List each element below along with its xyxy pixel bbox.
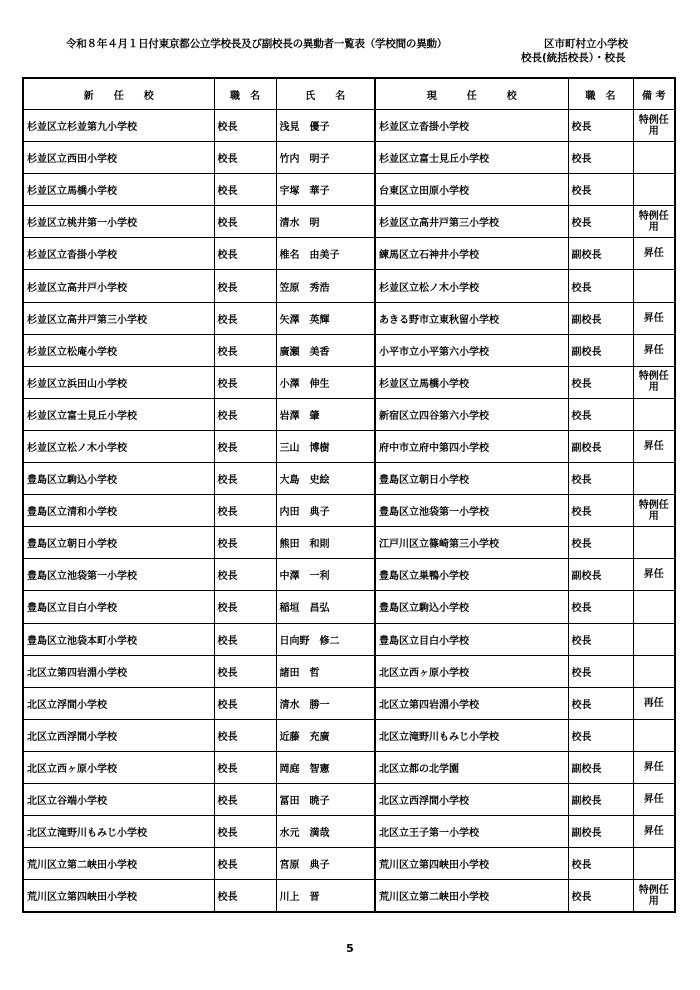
table-row [23, 366, 675, 398]
current-school-cell: 練馬区立石神井小学校 [375, 238, 568, 270]
current-school-cell: 豊島区立駒込小学校 [375, 591, 568, 623]
new-position-cell: 校長 [214, 206, 276, 238]
new-school-cell: 杉並区立杉並第九小学校 [23, 110, 214, 142]
new-position-cell: 校長 [214, 142, 276, 174]
new-position-cell: 校長 [214, 655, 276, 687]
current-school-cell: 北区立西ヶ原小学校 [375, 655, 568, 687]
table-row [23, 430, 675, 462]
column-header-current-position: 職 名 [568, 78, 633, 110]
current-school-cell: 杉並区立松ノ木小学校 [375, 270, 568, 302]
notes-cell [633, 270, 675, 302]
new-position-cell: 校長 [214, 687, 276, 719]
current-school-cell: 北区立第四岩淵小学校 [375, 687, 568, 719]
person-name-cell: 冨田 暁子 [276, 783, 375, 815]
person-name-cell: 浅見 優子 [276, 110, 375, 142]
table-row [23, 174, 675, 206]
current-position-cell: 副校長 [568, 783, 633, 815]
notes-cell [633, 527, 675, 559]
table-row [23, 880, 675, 913]
notes-cell: 昇任 [633, 334, 675, 366]
current-school-cell: 豊島区立巣鴨小学校 [375, 559, 568, 591]
current-position-cell: 副校長 [568, 238, 633, 270]
current-position-cell: 副校長 [568, 816, 633, 848]
current-position-cell: 校長 [568, 495, 633, 527]
current-school-cell: 杉並区立高井戸第三小学校 [375, 206, 568, 238]
current-position-cell: 校長 [568, 527, 633, 559]
person-name-cell: 岡庭 智憲 [276, 751, 375, 783]
new-position-cell: 校長 [214, 623, 276, 655]
person-name-cell: 矢澤 英輝 [276, 302, 375, 334]
person-name-cell: 水元 満哉 [276, 816, 375, 848]
new-school-cell: 杉並区立松ノ木小学校 [23, 430, 214, 462]
current-school-cell: 杉並区立馬橋小学校 [375, 366, 568, 398]
table-row [23, 495, 675, 527]
notes-cell: 昇任 [633, 430, 675, 462]
new-position-cell: 校長 [214, 816, 276, 848]
table-row [23, 527, 675, 559]
current-school-cell: 杉並区立富士見丘小学校 [375, 142, 568, 174]
new-position-cell: 校長 [214, 270, 276, 302]
current-school-cell: 北区立都の北学園 [375, 751, 568, 783]
table-row [23, 751, 675, 783]
current-school-cell: 杉並区立沓掛小学校 [375, 110, 568, 142]
current-position-cell: 校長 [568, 366, 633, 398]
current-position-cell: 校長 [568, 880, 633, 913]
new-position-cell: 校長 [214, 559, 276, 591]
new-school-cell: 北区立浮間小学校 [23, 687, 214, 719]
person-name-cell: 近藤 充廣 [276, 719, 375, 751]
notes-cell [633, 848, 675, 880]
new-school-cell: 杉並区立馬橋小学校 [23, 174, 214, 206]
new-position-cell: 校長 [214, 783, 276, 815]
table-row [23, 334, 675, 366]
current-position-cell: 校長 [568, 142, 633, 174]
new-school-cell: 杉並区立桃井第一小学校 [23, 206, 214, 238]
new-position-cell: 校長 [214, 398, 276, 430]
current-school-cell: 北区立王子第一小学校 [375, 816, 568, 848]
new-school-cell: 北区立西浮間小学校 [23, 719, 214, 751]
new-school-cell: 豊島区立朝日小学校 [23, 527, 214, 559]
new-school-cell: 豊島区立駒込小学校 [23, 463, 214, 495]
current-school-cell: 豊島区立目白小学校 [375, 623, 568, 655]
new-position-cell: 校長 [214, 591, 276, 623]
current-school-cell: あきる野市立東秋留小学校 [375, 302, 568, 334]
notes-cell: 特例任用 [633, 366, 675, 398]
person-name-cell: 清水 明 [276, 206, 375, 238]
person-name-cell: 笠原 秀浩 [276, 270, 375, 302]
person-name-cell: 内田 典子 [276, 495, 375, 527]
notes-cell: 特例任用 [633, 880, 675, 913]
new-position-cell: 校長 [214, 719, 276, 751]
new-school-cell: 豊島区立目白小学校 [23, 591, 214, 623]
column-header-new-school: 新 任 校 [23, 78, 214, 110]
current-position-cell: 副校長 [568, 302, 633, 334]
person-name-cell: 宇塚 華子 [276, 174, 375, 206]
new-position-cell: 校長 [214, 302, 276, 334]
new-school-cell: 豊島区立池袋第一小学校 [23, 559, 214, 591]
notes-cell [633, 463, 675, 495]
new-school-cell: 杉並区立富士見丘小学校 [23, 398, 214, 430]
table-row [23, 398, 675, 430]
new-school-cell: 北区立谷端小学校 [23, 783, 214, 815]
new-school-cell: 杉並区立浜田山小学校 [23, 366, 214, 398]
current-position-cell: 副校長 [568, 559, 633, 591]
new-school-cell: 北区立滝野川もみじ小学校 [23, 816, 214, 848]
current-school-cell: 新宿区立四谷第六小学校 [375, 398, 568, 430]
person-name-cell: 中澤 一利 [276, 559, 375, 591]
current-school-cell: 荒川区立第二峡田小学校 [375, 880, 568, 913]
table-row [23, 783, 675, 815]
person-name-cell: 日向野 修二 [276, 623, 375, 655]
table-row [23, 655, 675, 687]
table-row [23, 623, 675, 655]
table-row [23, 687, 675, 719]
person-name-cell: 小澤 伸生 [276, 366, 375, 398]
person-name-cell: 廣瀬 美香 [276, 334, 375, 366]
current-position-cell: 校長 [568, 623, 633, 655]
notes-cell: 昇任 [633, 559, 675, 591]
new-school-cell: 杉並区立松庵小学校 [23, 334, 214, 366]
notes-cell [633, 174, 675, 206]
current-position-cell: 校長 [568, 719, 633, 751]
new-position-cell: 校長 [214, 495, 276, 527]
table-body [23, 110, 675, 913]
current-school-cell: 荒川区立第四峡田小学校 [375, 848, 568, 880]
notes-cell [633, 398, 675, 430]
table-row [23, 719, 675, 751]
new-school-cell: 荒川区立第四峡田小学校 [23, 880, 214, 913]
person-name-cell: 竹内 明子 [276, 142, 375, 174]
column-header-notes: 備 考 [633, 78, 675, 110]
new-position-cell: 校長 [214, 848, 276, 880]
current-school-cell: 小平市立小平第六小学校 [375, 334, 568, 366]
notes-cell: 昇任 [633, 783, 675, 815]
person-name-cell: 宮原 典子 [276, 848, 375, 880]
notes-cell [633, 655, 675, 687]
column-header-new-position: 職 名 [214, 78, 276, 110]
person-name-cell: 三山 博樹 [276, 430, 375, 462]
new-school-cell: 杉並区立西田小学校 [23, 142, 214, 174]
table-row [23, 302, 675, 334]
person-name-cell: 諸田 哲 [276, 655, 375, 687]
person-name-cell: 川上 晋 [276, 880, 375, 913]
column-header-current-school: 現 任 校 [375, 78, 568, 110]
table-row [23, 848, 675, 880]
person-name-cell: 清水 勝一 [276, 687, 375, 719]
new-school-cell: 杉並区立沓掛小学校 [23, 238, 214, 270]
table-row [23, 463, 675, 495]
table-row [23, 206, 675, 238]
new-school-cell: 北区立第四岩淵小学校 [23, 655, 214, 687]
current-position-cell: 校長 [568, 591, 633, 623]
person-name-cell: 熊田 和則 [276, 527, 375, 559]
category-label-position: 校長(統括校長）・校長 [521, 52, 626, 64]
current-position-cell: 校長 [568, 687, 633, 719]
current-school-cell: 台東区立田原小学校 [375, 174, 568, 206]
current-position-cell: 校長 [568, 270, 633, 302]
page-number: 5 [346, 942, 354, 955]
current-position-cell: 副校長 [568, 334, 633, 366]
new-position-cell: 校長 [214, 110, 276, 142]
table-row [23, 110, 675, 142]
current-position-cell: 校長 [568, 206, 633, 238]
current-position-cell: 校長 [568, 174, 633, 206]
table-header-row [23, 78, 675, 110]
current-school-cell: 北区立西浮間小学校 [375, 783, 568, 815]
table-row [23, 238, 675, 270]
table-row [23, 142, 675, 174]
notes-cell: 特例任用 [633, 495, 675, 527]
table-row [23, 591, 675, 623]
document-title: 令和８年４月１日付東京都公立学校長及び副校長の異動者一覧表（学校間の異動） [66, 38, 448, 50]
new-position-cell: 校長 [214, 334, 276, 366]
current-school-cell: 豊島区立池袋第一小学校 [375, 495, 568, 527]
current-school-cell: 府中市立府中第四小学校 [375, 430, 568, 462]
current-position-cell: 校長 [568, 848, 633, 880]
new-school-cell: 豊島区立池袋本町小学校 [23, 623, 214, 655]
current-school-cell: 豊島区立朝日小学校 [375, 463, 568, 495]
notes-cell [633, 142, 675, 174]
notes-cell [633, 591, 675, 623]
table-row [23, 816, 675, 848]
new-position-cell: 校長 [214, 527, 276, 559]
new-position-cell: 校長 [214, 880, 276, 913]
notes-cell: 特例任用 [633, 110, 675, 142]
person-name-cell: 岩澤 肇 [276, 398, 375, 430]
new-school-cell: 杉並区立高井戸第三小学校 [23, 302, 214, 334]
notes-cell [633, 719, 675, 751]
current-position-cell: 副校長 [568, 751, 633, 783]
current-position-cell: 校長 [568, 655, 633, 687]
current-school-cell: 北区立滝野川もみじ小学校 [375, 719, 568, 751]
current-position-cell: 校長 [568, 398, 633, 430]
notes-cell: 昇任 [633, 816, 675, 848]
new-position-cell: 校長 [214, 174, 276, 206]
new-position-cell: 校長 [214, 430, 276, 462]
new-position-cell: 校長 [214, 751, 276, 783]
notes-cell [633, 623, 675, 655]
new-school-cell: 北区立西ヶ原小学校 [23, 751, 214, 783]
current-position-cell: 校長 [568, 463, 633, 495]
new-position-cell: 校長 [214, 463, 276, 495]
transfer-roster-table [22, 77, 676, 913]
person-name-cell: 大島 史絵 [276, 463, 375, 495]
current-position-cell: 副校長 [568, 430, 633, 462]
notes-cell: 昇任 [633, 302, 675, 334]
new-school-cell: 杉並区立高井戸小学校 [23, 270, 214, 302]
column-header-name: 氏 名 [276, 78, 375, 110]
current-school-cell: 江戸川区立篠崎第三小学校 [375, 527, 568, 559]
table-row [23, 559, 675, 591]
new-position-cell: 校長 [214, 238, 276, 270]
table-row [23, 270, 675, 302]
notes-cell: 再任 [633, 687, 675, 719]
new-school-cell: 荒川区立第二峡田小学校 [23, 848, 214, 880]
notes-cell: 昇任 [633, 751, 675, 783]
new-position-cell: 校長 [214, 366, 276, 398]
current-position-cell: 校長 [568, 110, 633, 142]
person-name-cell: 椎名 由美子 [276, 238, 375, 270]
new-school-cell: 豊島区立清和小学校 [23, 495, 214, 527]
category-label-school-type: 区市町村立小学校 [544, 38, 628, 50]
notes-cell: 昇任 [633, 238, 675, 270]
person-name-cell: 稲垣 昌弘 [276, 591, 375, 623]
notes-cell: 特例任用 [633, 206, 675, 238]
